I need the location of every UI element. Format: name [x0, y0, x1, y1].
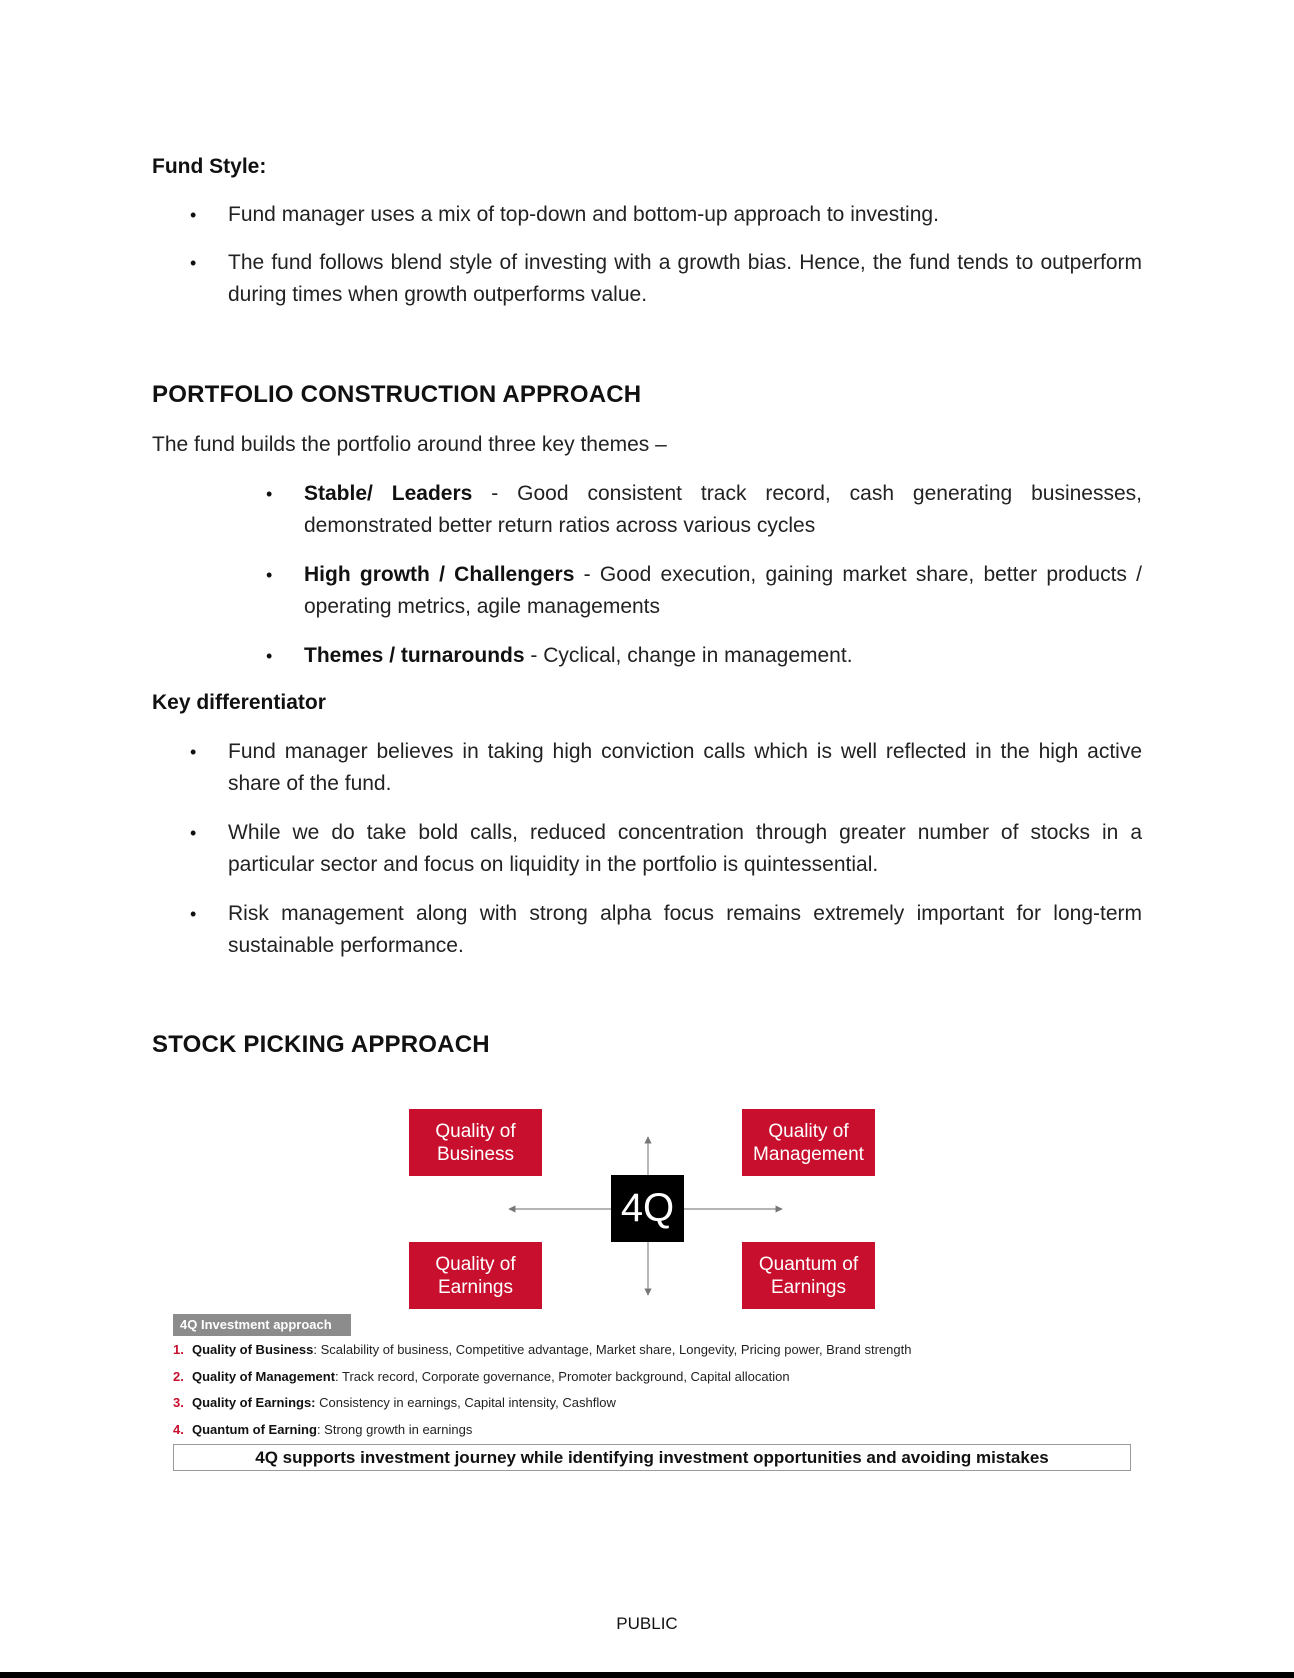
- list-item: • Fund manager uses a mix of top-down and bottom-up approach to investing.: [228, 199, 1142, 231]
- theme-title: Stable/ Leaders: [304, 482, 473, 505]
- portfolio-intro: The fund builds the portfolio around three key themes –: [152, 433, 667, 456]
- list-item: 3. Quality of Earnings: Consistency in earnings, Capital intensity, Cashflow: [173, 1395, 616, 1410]
- list-item: • High growth / Challengers - Good execution, gaining market share, better products / operating metrics, agile managements: [304, 559, 1142, 623]
- bullet-icon: •: [190, 205, 197, 225]
- center-4q-box: 4Q: [611, 1175, 684, 1242]
- 4q-criteria-list: [173, 1342, 911, 1448]
- list-item: 1. Quality of Business: Scalability of business, Competitive advantage, Market share, Longevity, Pricing power, Brand strength: [173, 1342, 912, 1357]
- list-item: • The fund follows blend style of investing with a growth bias. Hence, the fund tends to outperform during times when growth outperforms value.: [228, 247, 1142, 311]
- bullet-icon: •: [190, 253, 197, 273]
- list-item: • While we do take bold calls, reduced concentration through greater number of stocks in a particular sector and focus on liquidity in the portfolio is quintessential.: [228, 817, 1142, 881]
- bullet-icon: •: [190, 742, 197, 762]
- list-item: 2. Quality of Management: Track record, Corporate governance, Promoter background, Capital allocation: [173, 1368, 790, 1384]
- bullet-icon: •: [266, 484, 273, 504]
- list-item: 4. Quantum of Earning: Strong growth in earnings: [173, 1421, 473, 1437]
- bullet-icon: •: [266, 646, 273, 666]
- quality-of-business-box: Quality of Business: [409, 1109, 542, 1176]
- bullet-icon: •: [190, 904, 197, 924]
- portfolio-heading: PORTFOLIO CONSTRUCTION APPROACH: [152, 381, 642, 408]
- quality-of-management-box: Quality of Management: [742, 1109, 875, 1176]
- quantum-of-earnings-box: Quantum of Earnings: [742, 1242, 875, 1309]
- list-item: • Risk management along with strong alpha focus remains extremely important for long-term sustainable performance.: [228, 898, 1142, 962]
- list-item: • Themes / turnarounds - Cyclical, change in management.: [304, 640, 1142, 672]
- stock-picking-heading: STOCK PICKING APPROACH: [152, 1031, 490, 1058]
- bullet-icon: •: [266, 565, 273, 585]
- bullet-icon: •: [190, 823, 197, 843]
- quality-of-earnings-box: Quality of Earnings: [409, 1242, 542, 1309]
- fund-style-heading: Fund Style:: [152, 155, 267, 178]
- summary-box: 4Q supports investment journey while identifying investment opportunities and avoiding mistakes: [173, 1444, 1131, 1471]
- theme-title: High growth / Challengers: [304, 563, 575, 586]
- classification-label: PUBLIC: [616, 1614, 678, 1633]
- theme-title: Themes / turnarounds: [304, 644, 525, 667]
- investment-approach-tag: 4Q Investment approach: [173, 1314, 351, 1336]
- differentiator-heading: Key differentiator: [152, 691, 326, 714]
- bottom-bar: [0, 1672, 1294, 1678]
- list-item: • Fund manager believes in taking high conviction calls which is well reflected in the high active share of the fund.: [228, 736, 1142, 800]
- list-item: • Stable/ Leaders - Good consistent track record, cash generating businesses, demonstrated better return ratios across various cycles: [304, 478, 1142, 542]
